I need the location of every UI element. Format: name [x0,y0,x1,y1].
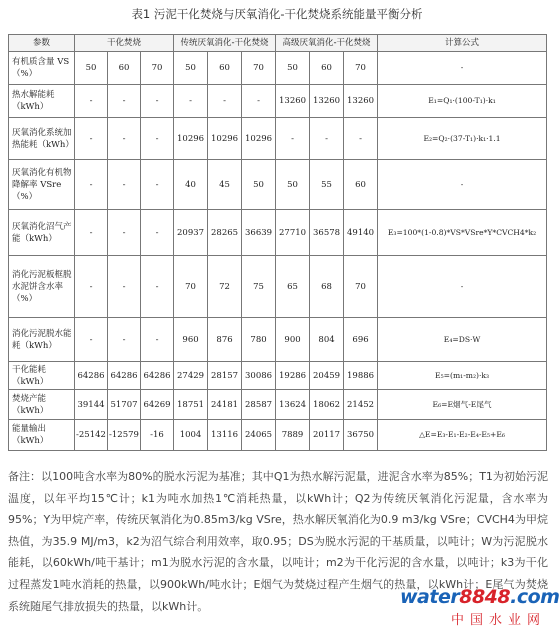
table-cell: 18062 [310,390,344,420]
table-cell: 65 [276,256,310,318]
table-row [9,118,547,160]
table-cell: - [75,118,108,160]
table-cell: 13260 [344,85,378,118]
table-cell: - [141,85,174,118]
table-cell: 7889 [276,420,310,451]
table-cell: - [108,118,141,160]
table-cell: 40 [174,160,208,210]
table-cell: - [276,118,310,160]
table-cell: 64286 [75,362,108,390]
row-label: 能量输出（kWh） [9,420,75,451]
table-cell: 900 [276,318,310,362]
watermark-brand-word: water [400,586,460,608]
table-cell: 28157 [208,362,242,390]
watermark-brand-number: 8848 [459,586,511,608]
table-cell: 28265 [208,210,242,256]
table-footnote: 备注：以100吨含水率为80%的脱水污泥为基准；其中Q1为热水解污泥量，进泥含水率为85%；T1为初始污泥温度，以年平均15℃计；k1为吨水加热1℃消耗热量，以kWh计；Q2为传统厌氧消化污泥量，含水率为95%；Y为甲烷产率，传统厌氧消化为0.85m3/kg VSre，热水解厌氧消化为0.9 m3/kg VSre；CVCH4为甲烷热值，为35.9 MJ/m3，k2为沼气综合利用效率，取0.95；DS为脱水污泥的干基质量，以吨计；W为污泥脱水能耗，以60kWh/吨干基计；m1为脱水污泥的含水量，以吨计；m2为干化污泥的含水量，以吨计；k3为干化过程蒸发1吨水消耗的热量，以900kWh/吨水计；E烟气为焚烧过程产生烟气的热量，以kWh计；E尾气为焚烧系统随尾气排放损失的热量，以kWh计。 [8,470,548,613]
formula-cell: - [378,52,547,85]
table-cell: - [108,160,141,210]
formula-cell: - [378,160,547,210]
table-title: 表1 污泥干化焚烧与厌氧消化-干化焚烧系统能量平衡分析 [131,7,423,21]
site-watermark-logo [400,586,559,628]
table-cell: 1004 [174,420,208,451]
table-cell: 68 [310,256,344,318]
header-formula: 计算公式 [378,35,547,52]
table-cell: 36578 [310,210,344,256]
table-cell: 45 [208,160,242,210]
table-cell: - [344,118,378,160]
row-label: 干化能耗（kWh） [9,362,75,390]
table-cell: -25142 [75,420,108,451]
table-cell: - [75,85,108,118]
table-cell: 50 [75,52,108,85]
formula-cell: E₃=100*(1-0.8)*VS*VSre*Y*CVCH4*k₂ [378,210,547,256]
table-cell: 72 [208,256,242,318]
table-cell: - [108,85,141,118]
table-cell: 60 [208,52,242,85]
row-label: 有机质含量 VS（%） [9,52,75,85]
table-cell: 10296 [174,118,208,160]
formula-cell: △E=E₃-E₁-E₂-E₄-E₅+E₆ [378,420,547,451]
energy-balance-table [8,34,547,451]
formula-cell: E₄=DS·W [378,318,547,362]
watermark-chinese: 中国水业网 [450,613,546,628]
table-cell: 21452 [344,390,378,420]
table-cell: 64286 [108,362,141,390]
table-cell: 19886 [344,362,378,390]
table-cell: - [141,118,174,160]
formula-cell: - [378,256,547,318]
table-row [9,160,547,210]
table-cell: 51707 [108,390,141,420]
row-label: 厌氧消化沼气产能（kWh） [9,210,75,256]
row-label: 消化污泥脱水能耗（kWh） [9,318,75,362]
table-row [9,210,547,256]
header-group-dry-incineration: 干化焚烧 [75,35,174,52]
table-row [9,52,547,85]
table-cell: - [310,118,344,160]
table-row [9,362,547,390]
table-cell: 28587 [242,390,276,420]
table-cell: -12579 [108,420,141,451]
table-cell: 780 [242,318,276,362]
watermark-brand-domain: .com [510,586,559,608]
row-label: 消化污泥板框脱水泥饼含水率（%） [9,256,75,318]
table-cell: - [75,160,108,210]
table-cell: 20459 [310,362,344,390]
table-cell: 27710 [276,210,310,256]
table-cell: 75 [242,256,276,318]
table-cell: 60 [344,160,378,210]
formula-cell: E₆=E烟气-E尾气 [378,390,547,420]
table-cell: - [141,256,174,318]
table-row [9,318,547,362]
table-cell: 70 [242,52,276,85]
formula-cell: E₅=(m₁-m₂)·k₃ [378,362,547,390]
table-cell: - [141,318,174,362]
table-cell: 36750 [344,420,378,451]
table-cell: - [75,318,108,362]
table-cell: 18751 [174,390,208,420]
table-cell: 70 [174,256,208,318]
table-cell: - [108,210,141,256]
table-cell: 55 [310,160,344,210]
table-header-row [9,35,547,52]
table-row [9,256,547,318]
header-param: 参数 [9,35,75,52]
table-cell: 60 [108,52,141,85]
table-cell: 39144 [75,390,108,420]
table-cell: 13260 [276,85,310,118]
table-cell: 36639 [242,210,276,256]
formula-cell: E₂=Q₂·(37-T₁)·k₁·1.1 [378,118,547,160]
table-cell: 13116 [208,420,242,451]
table-cell: 50 [276,160,310,210]
table-cell: 696 [344,318,378,362]
table-row [9,390,547,420]
table-row [9,85,547,118]
table-cell: 70 [141,52,174,85]
formula-cell: E₁=Q₁·(100-T₁)·k₁ [378,85,547,118]
table-cell: 70 [344,52,378,85]
table-cell: - [75,256,108,318]
table-cell: - [141,160,174,210]
table-cell: - [75,210,108,256]
table-cell: 10296 [242,118,276,160]
table-cell: 50 [242,160,276,210]
table-cell: 20937 [174,210,208,256]
table-cell: 50 [276,52,310,85]
header-group-advanced-ad: 高级厌氧消化-干化焚烧 [276,35,378,52]
table-cell: - [208,85,242,118]
table-cell: 70 [344,256,378,318]
table-cell: - [242,85,276,118]
table-cell: 50 [174,52,208,85]
table-cell: 24181 [208,390,242,420]
table-cell: -16 [141,420,174,451]
table-cell: 60 [310,52,344,85]
table-row [9,420,547,451]
header-group-conventional-ad: 传统厌氧消化-干化焚烧 [174,35,276,52]
table-cell: - [174,85,208,118]
table-cell: 13624 [276,390,310,420]
table-cell: 960 [174,318,208,362]
table-cell: - [108,318,141,362]
row-label: 厌氧消化有机物降解率 VSre（%） [9,160,75,210]
table-cell: 64286 [141,362,174,390]
table-cell: 27429 [174,362,208,390]
table-cell: 49140 [344,210,378,256]
table-cell: - [141,210,174,256]
watermark-brand [400,586,559,608]
table-cell: 20117 [310,420,344,451]
table-cell: 24065 [242,420,276,451]
row-label: 焚烧产能（kWh） [9,390,75,420]
table-cell: 876 [208,318,242,362]
table-cell: 64269 [141,390,174,420]
table-cell: 10296 [208,118,242,160]
table-cell: 19286 [276,362,310,390]
row-label: 热水解能耗（kWh） [9,85,75,118]
table-cell: 30086 [242,362,276,390]
table-cell: 13260 [310,85,344,118]
table-cell: 804 [310,318,344,362]
table-cell: - [108,256,141,318]
row-label: 厌氧消化系统加热能耗（kWh） [9,118,75,160]
